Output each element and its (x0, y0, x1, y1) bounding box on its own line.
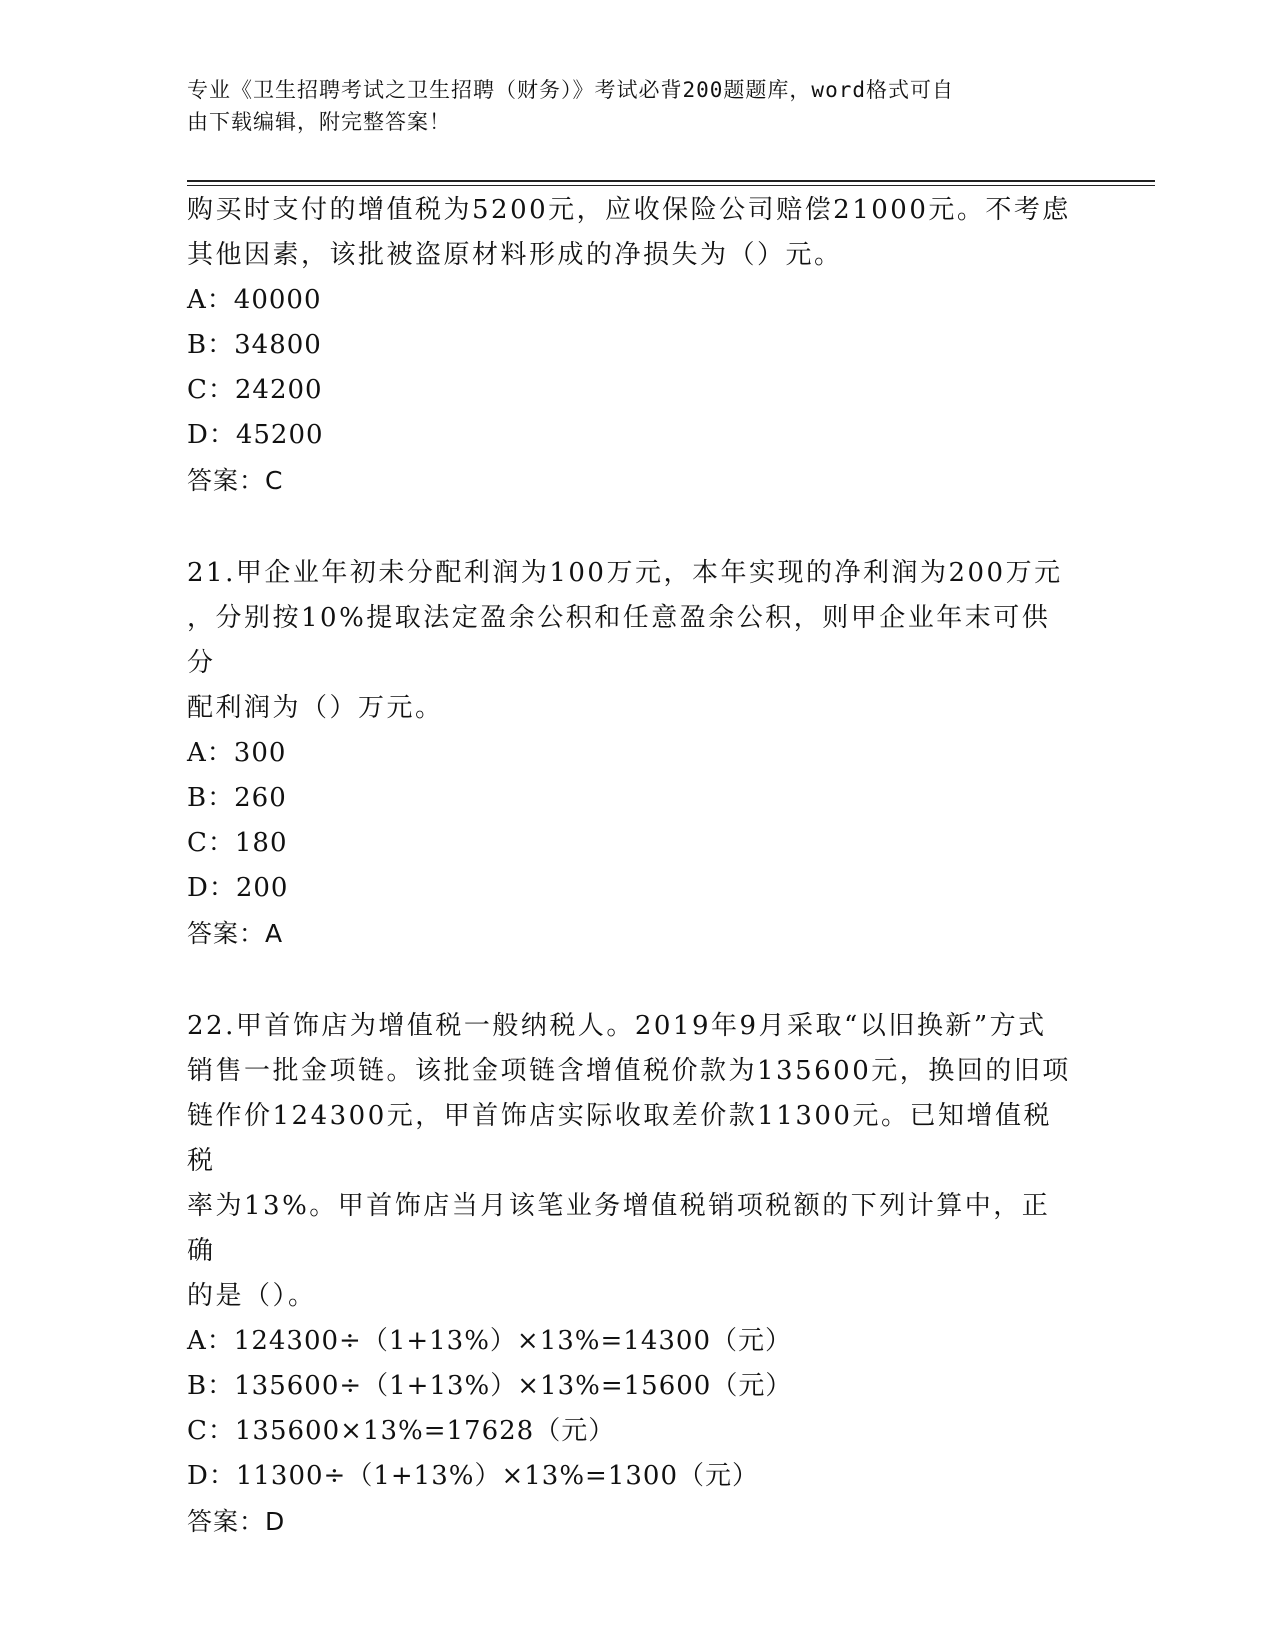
option-b: B：135600÷（1+13%）×13%=15600（元） (187, 1371, 793, 1401)
header-line-2: 由下载编辑，附完整答案！ (187, 110, 451, 134)
question-22 (187, 1004, 1077, 1544)
question-stem-line: 22.甲首饰店为增值税一般纳税人。2019年9月采取“以旧换新”方式 (187, 1011, 1047, 1041)
question-stem-line: 其他因素，该批被盗原材料形成的净损失为（）元。 (187, 240, 843, 270)
header-divider-thin (187, 185, 1155, 186)
option-a: A：40000 (187, 285, 322, 315)
question-21 (187, 551, 1077, 956)
question-stem-line: 购买时支付的增值税为5200元，应收保险公司赔偿21000元。不考虑 (187, 195, 1071, 225)
option-c: C：24200 (187, 375, 323, 405)
header-line-1: 专业《卫生招聘考试之卫生招聘（财务）》考试必背200题题库，word格式可自 (187, 78, 954, 102)
question-stem-line: 链作价124300元，甲首饰店实际收取差价款11300元。已知增值税税 (187, 1101, 1052, 1176)
option-d: D：45200 (187, 420, 324, 450)
option-c: C：180 (187, 828, 288, 858)
option-a: A：300 (187, 738, 287, 768)
document-body (187, 188, 1077, 1544)
option-c: C：135600×13%=17628（元） (187, 1416, 616, 1446)
option-b: B：260 (187, 783, 287, 813)
question-stem-line: 的是（）。 (187, 1281, 317, 1311)
option-d: D：11300÷（1+13%）×13%=1300（元） (187, 1461, 759, 1491)
question-stem-line: 配利润为（）万元。 (187, 693, 444, 723)
document-header (187, 74, 1087, 138)
question-stem-line: 销售一批金项链。该批金项链含增值税价款为135600元，换回的旧项 (187, 1056, 1071, 1086)
question-20 (187, 188, 1077, 503)
option-d: D：200 (187, 873, 289, 903)
answer: 答案：D (187, 1507, 286, 1536)
header-divider-thick (187, 180, 1155, 182)
answer: 答案：A (187, 919, 284, 948)
question-stem-line: 21.甲企业年初未分配利润为100万元，本年实现的净利润为200万元 (187, 558, 1063, 588)
answer: 答案：C (187, 466, 284, 495)
option-a: A：124300÷（1+13%）×13%=14300（元） (187, 1326, 792, 1356)
question-stem-line: ，分别按10%提取法定盈余公积和任意盈余公积，则甲企业年末可供分 (187, 603, 1051, 678)
option-b: B：34800 (187, 330, 322, 360)
question-stem-line: 率为13%。甲首饰店当月该笔业务增值税销项税额的下列计算中，正确 (187, 1191, 1051, 1266)
